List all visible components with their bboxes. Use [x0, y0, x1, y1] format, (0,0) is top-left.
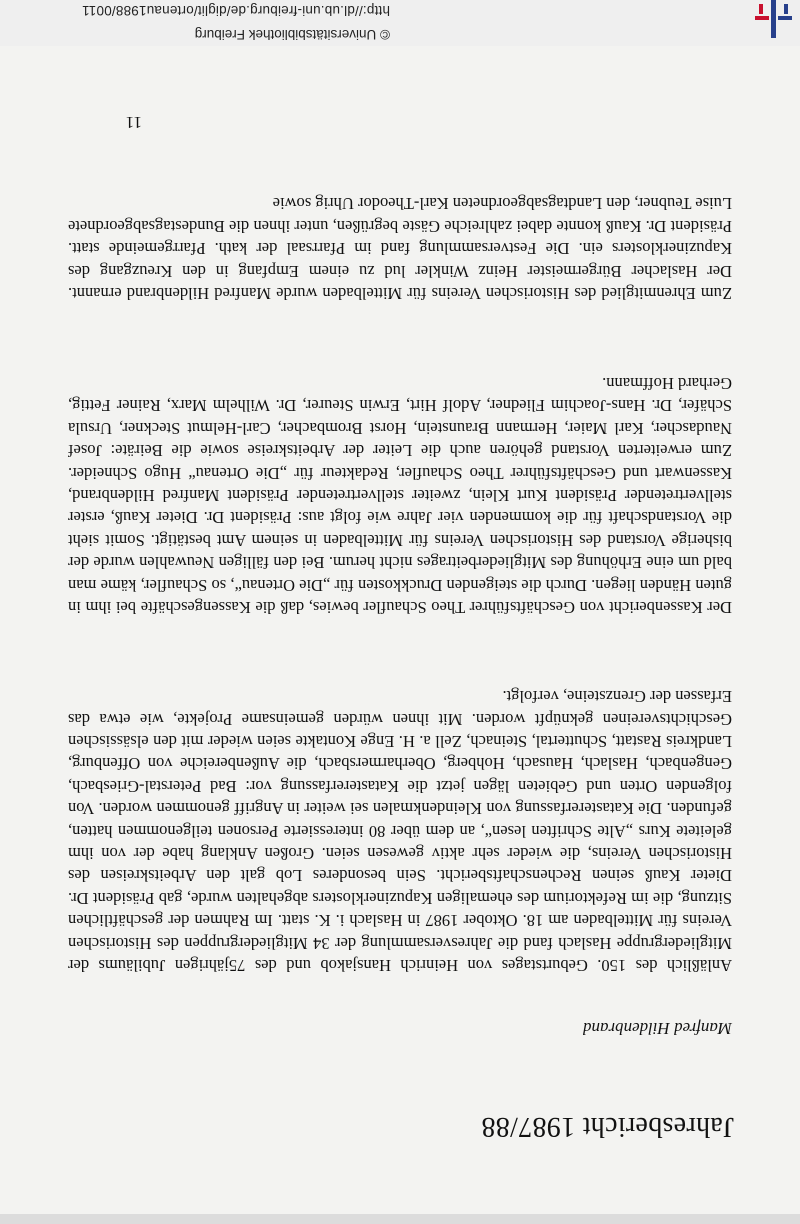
- paragraph-2: Der Kassenbericht von Geschäftsführer Theo Schaufler bewies, daß die Kassengeschäfte bei ihm in guten Händen liegen. Durch die steigenden Druckkosten für „Die Ortenau“, so Schaufler, käme man bald um eine Erhöhung des Mitgliederbeitrages nicht herum. Bei den fälligen Neuwahlen wurde der bisherige Vorstand des Historischen Vereins für Mittelbaden in seinem Amt bestätigt. Somit sieht die Vorstandschaft für die kommenden vier Jahre wie folgt aus: Präsident Dr. Dieter Kauß, erster stellvertretender Präsident Kurt Klein, zweiter stellvertretender Präsident Manfred Hildenbrand, Kassenwart und Geschäftsführer Theo Schaufler, Redakteur für „Die Ortenau“ Hugo Schneider. Zum erweiterten Vorstand gehören auch die Leiter der Arbeitskreise sowie die Beiräte: Josef Naudascher, Karl Maier, Hermann Braunstein, Horst Brombacher, Carl-Helmut Steckner, Ursula Schäfer, Dr. Hans-Joachim Fliedner, Adolf Hirt, Erwin Steurer, Dr. Wilhelm Marx, Rainer Fettig, Gerhard Hoffmann.: [68, 373, 732, 617]
- author-name: Manfred Hildenbrand: [582, 1019, 732, 1038]
- page-title: Jahresbericht 1987/88: [481, 1111, 734, 1142]
- source-header: [0, 0, 800, 46]
- source-url-link[interactable]: http://dl.ub.uni-freiburg.de/diglit/ortenau1988/0011: [81, 3, 390, 18]
- paragraph-1: Anläßlich des 150. Geburtstages von Heinrich Hansjakob und des 75jährigen Jubiläums der Mitgliedergruppe Haslach fand die Jahresversammlung der 34 Mitgliedergruppen des Historischen Vereins für Mittelbaden am 18. Oktober 1987 in Haslach i. K. statt. Im Rahmen der geschäftlichen Sitzung, die im Refektorium des ehemaligen Kapuzinerklosters abgehalten wurde, gab Präsident Dr. Dieter Kauß seinen Rechenschaftsbericht. Sein besonderes Lob galt den Arbeitskreisen des Historischen Vereins, die wieder sehr aktiv gewesen seien. Großen Anklang habe der von ihm geleitete Kurs „Alte Schriften lesen“, an dem über 80 interessierte Personen teilgenommen hatten, gefunden. Die Katastererfassung von Kleindenkmalen sei weiter in Angriff genommen worden. Von folgenden Orten und Gebieten lägen jetzt die Katastererfassung vor: Bad Peterstal-Griesbach, Gengenbach, Haslach, Hausach, Hohberg, Oberharmersbach, die Außenbereiche von Offenburg, Landkreis Rastatt, Schuttertal, Steinach, Zell a. H. Enge Kontakte seien wieder mit den elsässischen Geschichtsvereinen geknüpft worden. Mit ihnen würden gemeinsame Projekte, wie etwa das Erfassen der Grenzsteine, verfolgt.: [68, 687, 732, 975]
- library-credit: © Universitätsbibliothek Freiburg: [194, 27, 390, 42]
- ub-freiburg-logo-icon: [750, 0, 796, 38]
- viewer-bottom-bar: [0, 1214, 800, 1224]
- paragraph-3: Zum Ehrenmitglied des Historischen Vereins für Mittelbaden wurde Manfred Hildenbrand ernannt. Der Haslacher Bürgermeister Heinz Winkler lud zu einem Empfang in den Kreuzgang des Kapuzinerklosters ein. Die Festversammlung fand im Pfarrsaal der kath. Pfarrgemeinde statt. Präsident Dr. Kauß konnte dabei zahlreiche Gäste begrüßen, unter ihnen die Bundestagsabgeordnete Luise Teubner, den Landtagsabgeordneten Karl-Theodor Uhrig sowie: [68, 194, 732, 303]
- scan-area: [0, 46, 800, 1214]
- page-number: 11: [125, 113, 142, 132]
